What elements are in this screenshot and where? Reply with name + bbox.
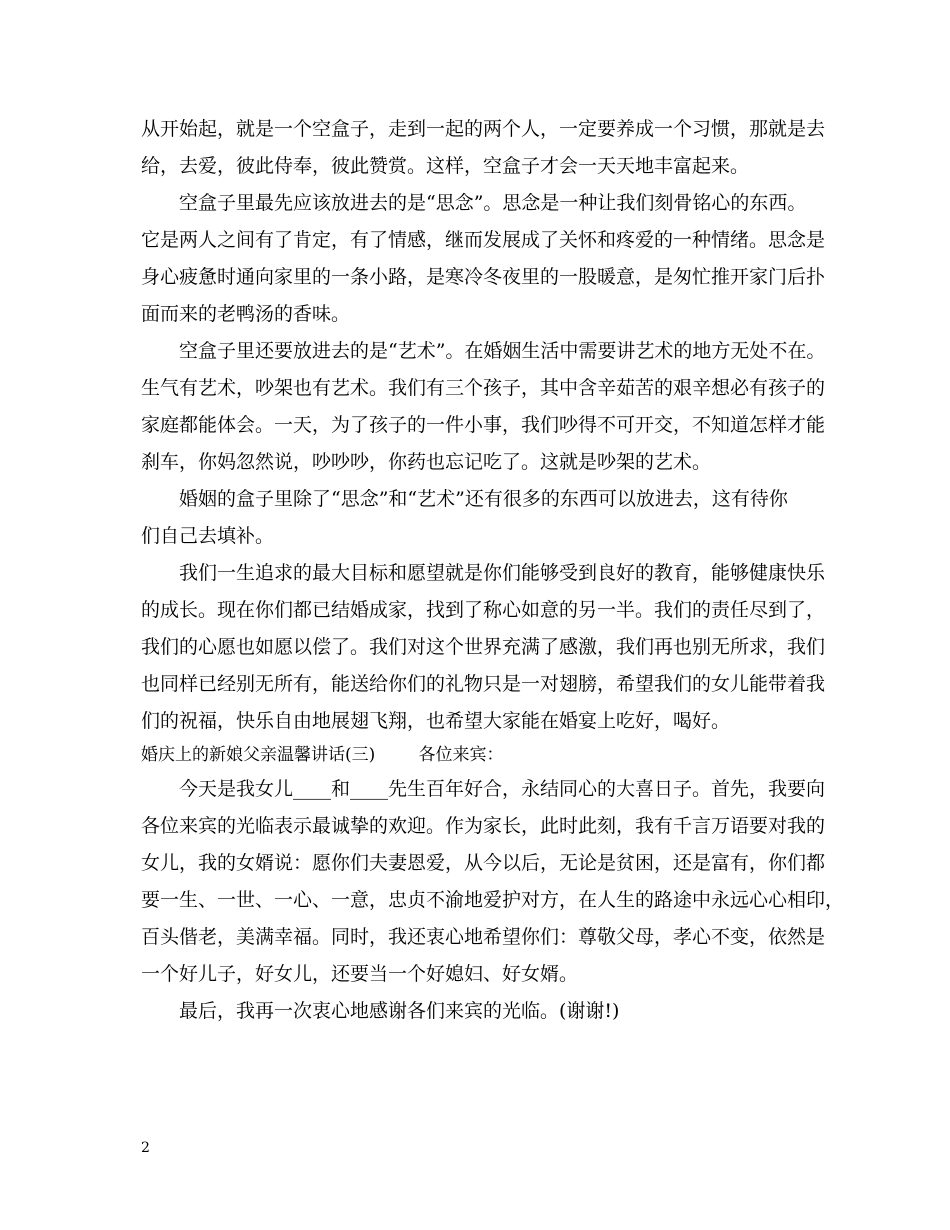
text-line: 身心疲惫时通向家里的一条小路，是寒冷冬夜里的一股暖意，是匆忙推开家门后扑 <box>141 266 826 288</box>
text-line: 要一生、一世、一心、一意，忠贞不渝地爱护对方，在人生的路途中永远心心相印， <box>141 889 845 911</box>
paragraph-start-line: 最后，我再一次衷心地感谢各们来宾的光临。(谢谢!) <box>179 1000 620 1022</box>
text-line: 们的祝福，快乐自由地展翅飞翔，也希望大家能在婚宴上吃好，喝好。 <box>141 710 731 732</box>
text-line: 们自己去填补。 <box>141 525 275 547</box>
text-line: 各位来宾的光临表示最诚挚的欢迎。作为家长，此时此刻，我有千言万语要对我的 <box>141 815 826 837</box>
text-line: 的成长。现在你们都已结婚成家，找到了称心如意的另一半。我们的责任尽到了， <box>141 599 826 621</box>
text-line: 也同样已经别无所有，能送给你们的礼物只是一对翅膀，希望我们的女儿能带着我 <box>141 673 826 695</box>
section-heading-line: 婚庆上的新娘父亲温馨讲话(三) 各位来宾： <box>141 745 504 765</box>
page-number: 2 <box>141 1140 150 1156</box>
paragraph-start-line: 我们一生追求的最大目标和愿望就是你们能够受到良好的教育，能够健康快乐 <box>179 562 826 584</box>
text-line: 百头偕老，美满幸福。同时，我还衷心地希望你们：尊敬父母，孝心不变，依然是 <box>141 926 826 948</box>
text-line: 家庭都能体会。一天，为了孩子的一件小事，我们吵得不可开交，不知道怎样才能 <box>141 414 826 436</box>
text-line: 刹车，你妈忽然说，吵吵吵，你药也忘记吃了。这就是吵架的艺术。 <box>141 451 712 473</box>
text-line: 一个好儿子，好女儿，还要当一个好媳妇、好女婿。 <box>141 963 579 985</box>
text-line: 女儿，我的女婿说：愿你们夫妻恩爱，从今以后，无论是贫困，还是富有，你们都 <box>141 852 826 874</box>
paragraph-start-line: 空盒子里最先应该放进去的是“思念”。思念是一种让我们刻骨铭心的东西。 <box>179 192 807 214</box>
text-line: 我们的心愿也如愿以偿了。我们对这个世界充满了感激，我们再也别无所求，我们 <box>141 636 826 658</box>
paragraph-start-line: 今天是我女儿____和____先生百年好合，永结同心的大喜日子。首先，我要向 <box>179 778 826 800</box>
text-line: 给，去爱，彼此侍奉，彼此赞赏。这样，空盒子才会一天天地丰富起来。 <box>141 155 750 177</box>
text-line: 它是两人之间有了肯定，有了情感，继而发展成了关怀和疼爱的一种情绪。思念是 <box>141 229 826 251</box>
text-line: 面而来的老鸭汤的香味。 <box>141 303 351 325</box>
text-line: 从开始起，就是一个空盒子，走到一起的两个人，一定要养成一个习惯，那就是去 <box>141 118 826 140</box>
paragraph-start-line: 空盒子里还要放进去的是“艺术”。在婚姻生活中需要讲艺术的地方无处不在。 <box>179 340 826 362</box>
paragraph-start-line: 婚姻的盒子里除了“思念”和“艺术”还有很多的东西可以放进去，这有待你 <box>179 488 788 510</box>
text-line: 生气有艺术，吵架也有艺术。我们有三个孩子，其中含辛茹苦的艰辛想必有孩子的 <box>141 377 826 399</box>
